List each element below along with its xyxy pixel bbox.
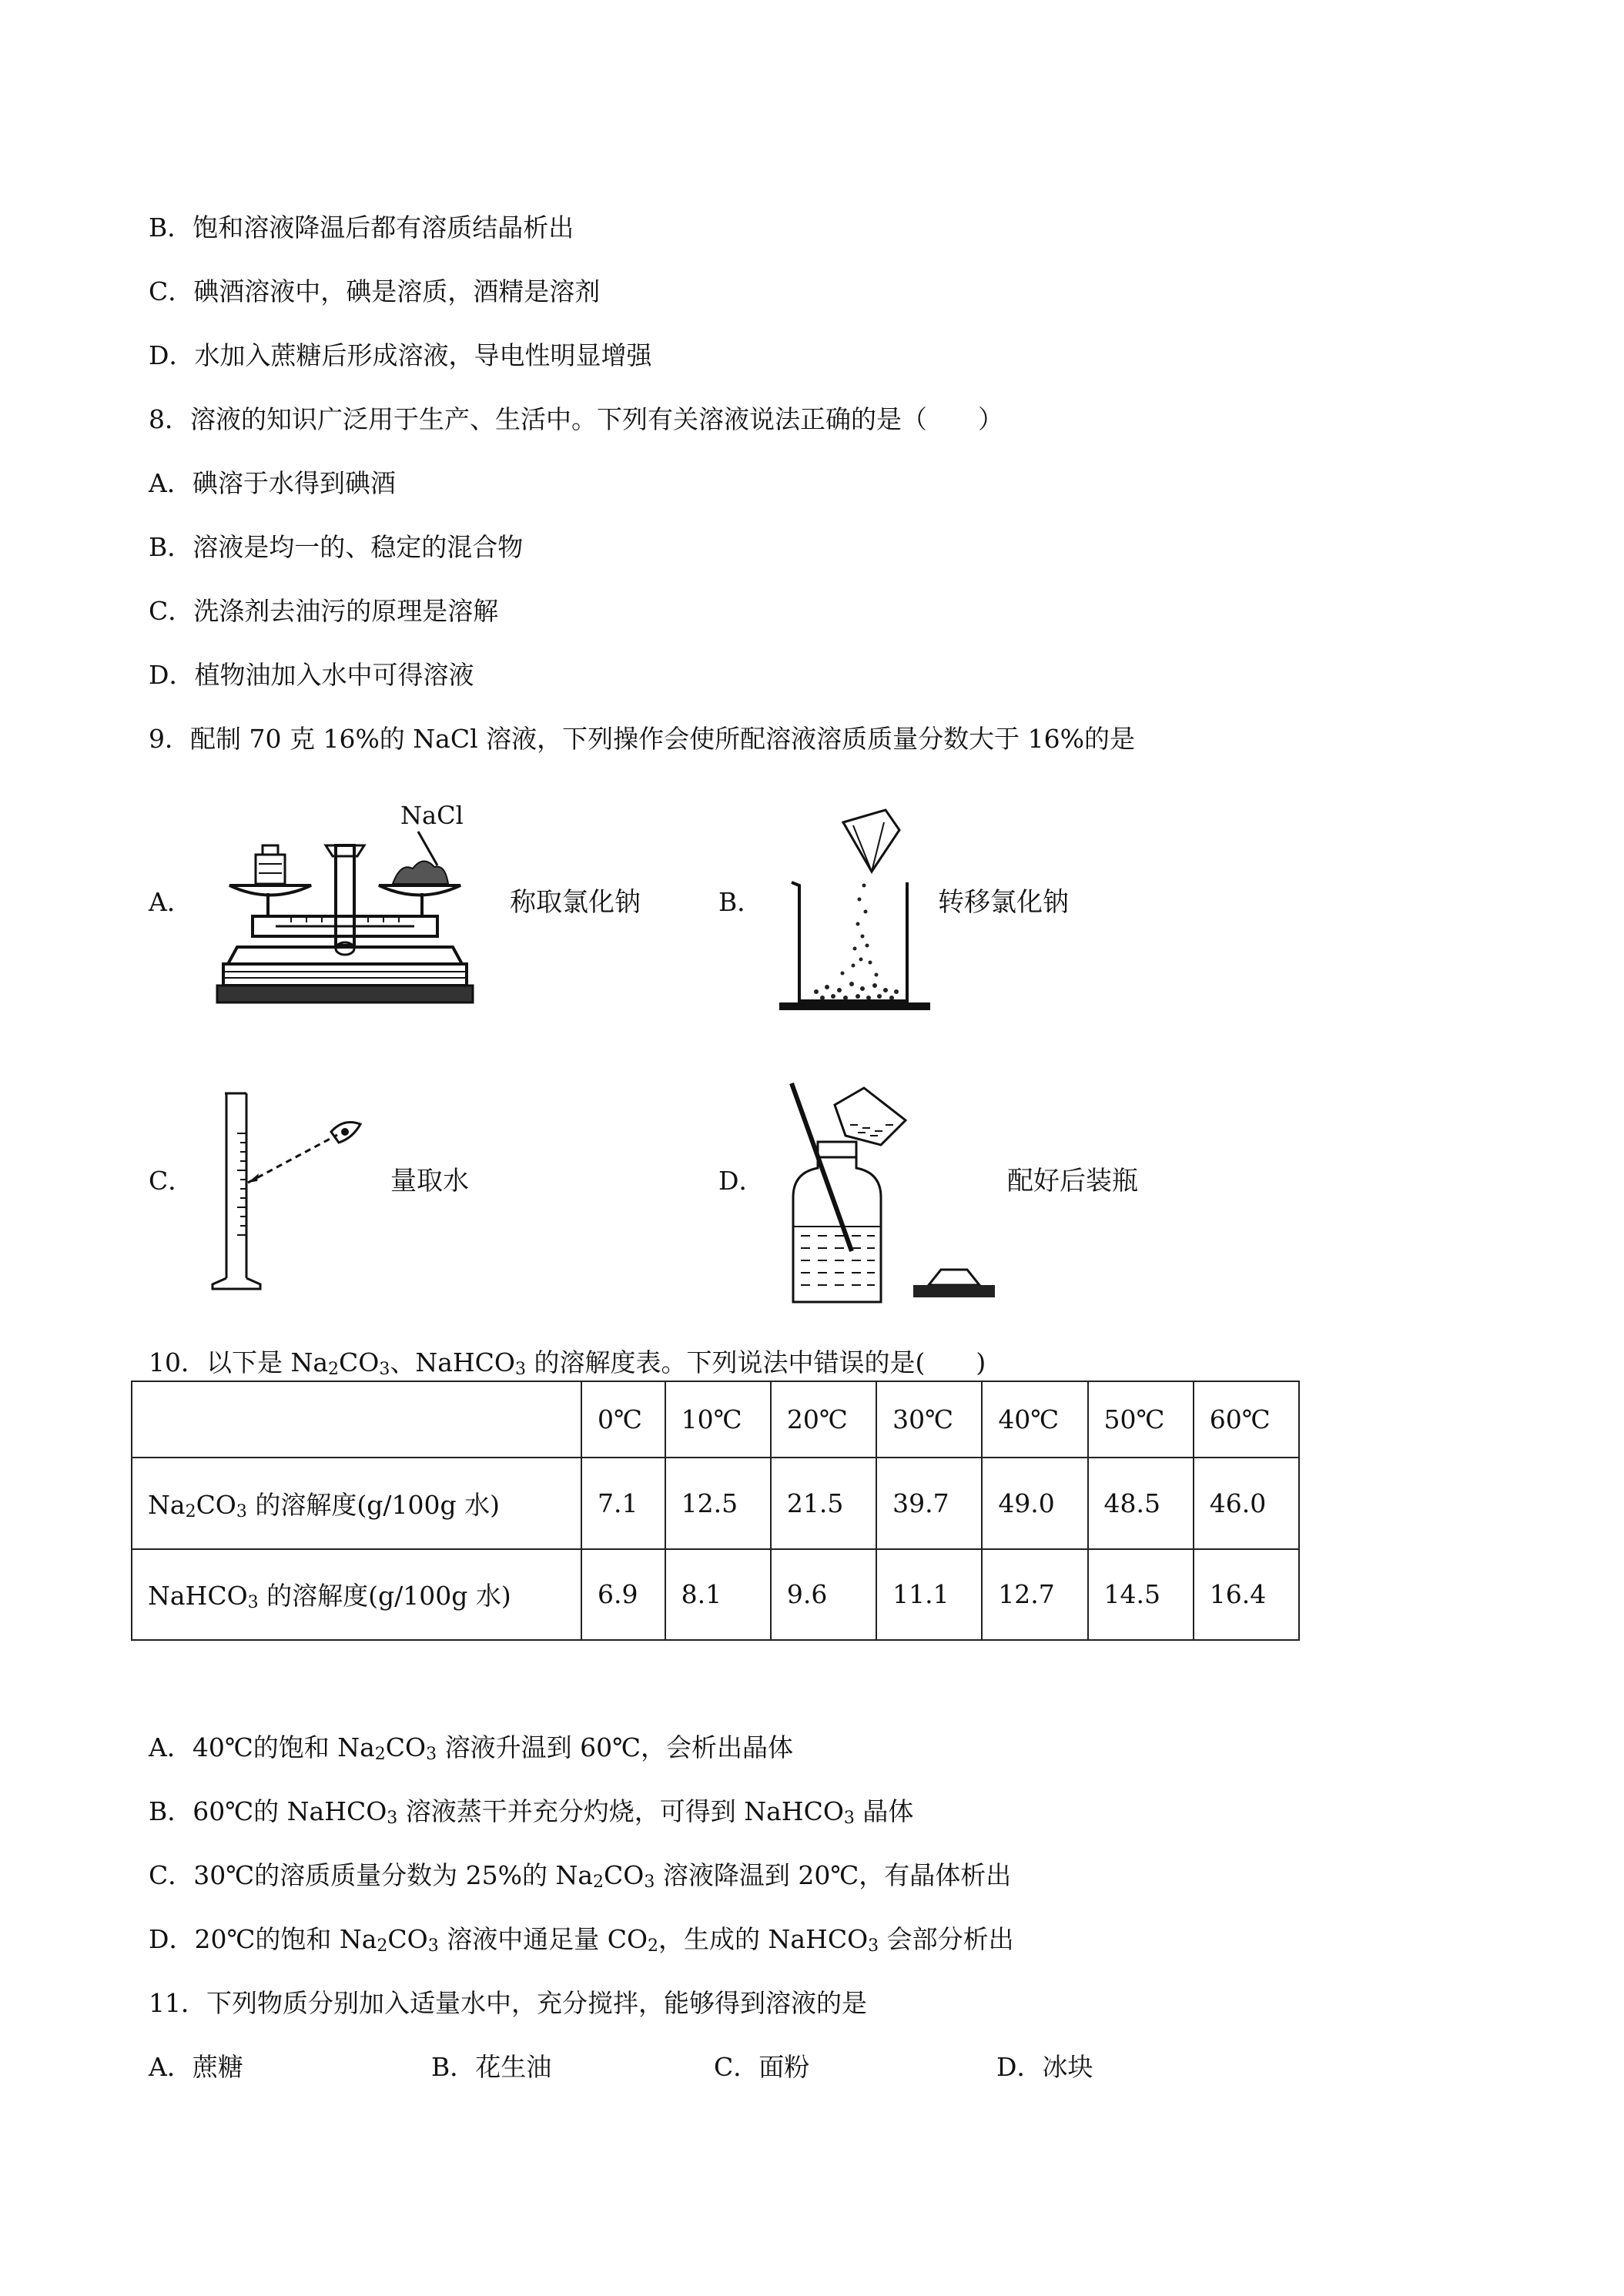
table-cell: 49.0 bbox=[982, 1458, 1087, 1548]
table-row bbox=[132, 1549, 1299, 1640]
table-cell: 7.1 bbox=[581, 1458, 665, 1548]
table-row bbox=[132, 1458, 1299, 1548]
q8-option-a: A．碘溶于水得到碘酒 bbox=[149, 468, 396, 498]
table-cell: 6.9 bbox=[581, 1549, 665, 1640]
q11-option-b: B．花生油 bbox=[431, 2052, 552, 2082]
q9-option-a-letter: A． bbox=[149, 887, 193, 917]
q8-stem: 8．溶液的知识广泛用于生产、生活中。下列有关溶液说法正确的是（ ） bbox=[149, 404, 1003, 434]
header-cell: 50℃ bbox=[1088, 1381, 1194, 1458]
q7-option-d: D．水加入蔗糖后形成溶液，导电性明显增强 bbox=[149, 340, 652, 370]
q9-option-d-letter: D． bbox=[718, 1166, 765, 1196]
table-header-row bbox=[132, 1381, 1299, 1458]
table-cell: 9.6 bbox=[771, 1549, 876, 1640]
header-cell: 60℃ bbox=[1194, 1381, 1299, 1458]
row-label-nahco3: NaHCO$_3$ 的溶解度(g/100g 水) bbox=[132, 1549, 581, 1640]
nacl-label: NaCl bbox=[400, 801, 464, 830]
q8-option-b: B．溶液是均一的、稳定的混合物 bbox=[149, 532, 524, 562]
q9-option-a-caption: 称取氯化钠 bbox=[510, 887, 641, 918]
q10-stem: 10．以下是 $Na_2CO_3$、NaHCO$_3$ 的溶解度表。下列说法中错误的是( ) bbox=[149, 1347, 986, 1379]
q11-stem: 11．下列物质分别加入适量水中，充分搅拌，能够得到溶液的是 bbox=[149, 1988, 867, 2018]
header-cell: 40℃ bbox=[982, 1381, 1087, 1458]
table-cell: 12.7 bbox=[982, 1549, 1087, 1640]
table-cell: 8.1 bbox=[665, 1549, 771, 1640]
table-corner-cell bbox=[132, 1381, 581, 1458]
q9-option-b-caption: 转移氯化钠 bbox=[938, 887, 1069, 918]
table-cell: 21.5 bbox=[771, 1458, 876, 1548]
table-cell: 46.0 bbox=[1194, 1458, 1299, 1548]
header-cell: 0℃ bbox=[581, 1381, 665, 1458]
header-cell: 30℃ bbox=[876, 1381, 982, 1458]
table-cell: 11.1 bbox=[876, 1549, 982, 1640]
q11-option-a: A．蔗糖 bbox=[149, 2052, 243, 2082]
table-cell: 48.5 bbox=[1088, 1458, 1194, 1548]
q11-option-d: D．冰块 bbox=[996, 2052, 1093, 2082]
beaker-figure bbox=[778, 808, 932, 1016]
q11-option-c: C．面粉 bbox=[714, 2052, 810, 2082]
q8-option-d: D．植物油加入水中可得溶液 bbox=[149, 660, 474, 690]
q7-option-c: C．碘酒溶液中，碘是溶质，酒精是溶剂 bbox=[149, 276, 601, 306]
table-cell: 14.5 bbox=[1088, 1549, 1194, 1640]
q10-option-b: B．60℃的 NaHCO$_3$ 溶液蒸干并充分灼烧，可得到 NaHCO$_3$ 晶体 bbox=[149, 1796, 914, 1828]
table-cell: 39.7 bbox=[876, 1458, 982, 1548]
solubility-table bbox=[131, 1381, 1300, 1641]
q7-option-b: B．饱和溶液降温后都有溶质结晶析出 bbox=[149, 213, 574, 243]
q10-option-a: A．40℃的饱和 $Na_2CO_3$ 溶液升温到 60℃，会析出晶体 bbox=[149, 1732, 793, 1764]
table-cell: 12.5 bbox=[665, 1458, 771, 1548]
q9-option-c-letter: C． bbox=[149, 1166, 194, 1196]
table-cell: 16.4 bbox=[1194, 1549, 1299, 1640]
graduated-cylinder-figure bbox=[202, 1087, 371, 1295]
row-label-na2co3: $Na_2CO_3$ 的溶解度(g/100g 水) bbox=[132, 1458, 581, 1548]
q9-option-b-letter: B． bbox=[718, 887, 763, 917]
q10-option-d: D．20℃的饱和 $Na_2CO_3$ 溶液中通足量 $CO_2$，生成的 NaHCO$_3$ 会部分析出 bbox=[149, 1924, 1014, 1956]
q9-stem: 9．配制 70 克 16%的 NaCl 溶液，下列操作会使所配溶液溶质质量分数大于 16%的是 bbox=[149, 724, 1135, 754]
q10-option-c: C．30℃的溶质质量分数为 25%的 $Na_2CO_3$ 溶液降温到 20℃，有晶体析出 bbox=[149, 1860, 1012, 1892]
balance-scale-figure bbox=[206, 801, 484, 1009]
header-cell: 10℃ bbox=[665, 1381, 771, 1458]
header-cell: 20℃ bbox=[771, 1381, 876, 1458]
q9-option-d-caption: 配好后装瓶 bbox=[1007, 1166, 1138, 1197]
q9-option-c-caption: 量取水 bbox=[390, 1166, 469, 1197]
q8-option-c: C．洗涤剂去油污的原理是溶解 bbox=[149, 596, 499, 626]
reagent-bottle-figure bbox=[778, 1082, 1001, 1313]
